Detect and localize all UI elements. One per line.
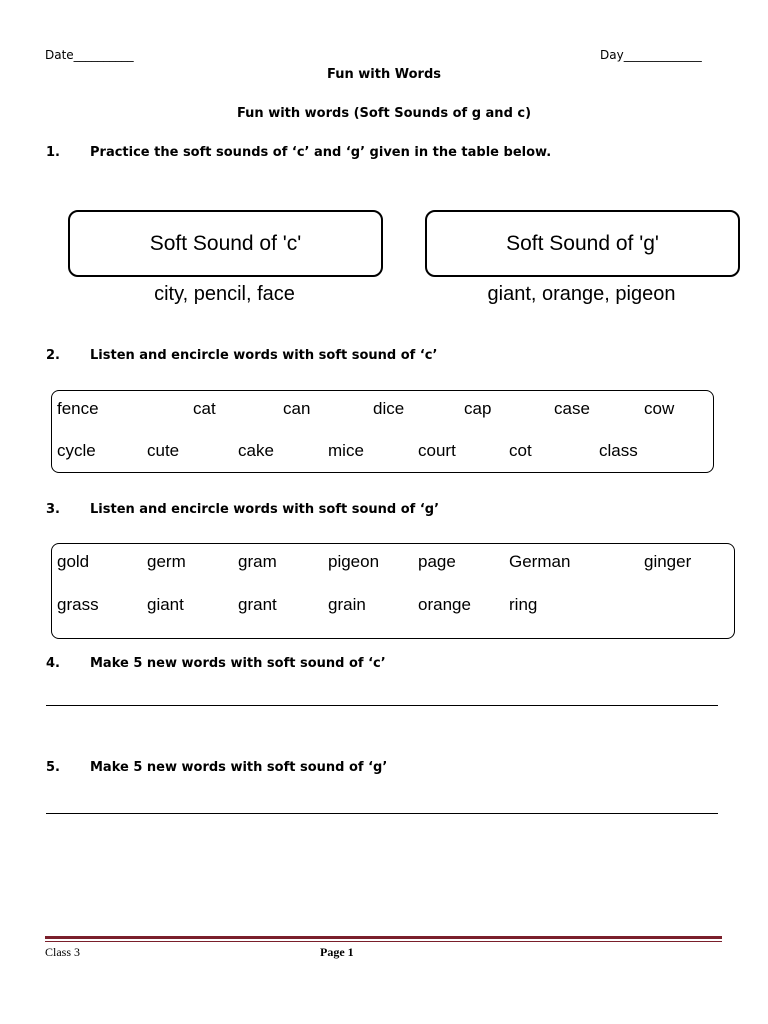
word-c-cute[interactable]: cute — [147, 441, 180, 460]
soft-c-card-title: Soft Sound of 'c' — [149, 231, 302, 255]
question-4-text: Make 5 new words with soft sound of ‘c’ — [90, 656, 386, 671]
page-subtitle: Fun with words (Soft Sounds of g and c) — [236, 106, 532, 121]
word-c-case[interactable]: case — [554, 399, 590, 418]
soft-g-examples: giant, orange, pigeon — [487, 283, 676, 305]
word-g-grain[interactable]: grain — [328, 595, 366, 614]
answer-line-5[interactable] — [46, 813, 718, 814]
word-c-dice[interactable]: dice — [373, 399, 405, 418]
soft-g-card — [425, 210, 740, 277]
word-g-gold[interactable]: gold — [57, 552, 90, 571]
footer-page-label: Page 1 — [320, 945, 354, 959]
word-c-cake[interactable]: cake — [238, 441, 274, 460]
question-2-text: Listen and encircle words with soft sound of ‘c’ — [90, 348, 438, 363]
word-c-cap[interactable]: cap — [464, 399, 492, 418]
question-1-text: Practice the soft sounds of ‘c’ and ‘g’ given in the table below. — [90, 145, 552, 160]
word-g-giant[interactable]: giant — [147, 595, 184, 614]
page-title: Fun with Words — [327, 67, 441, 82]
word-c-court[interactable]: court — [418, 441, 456, 460]
word-g-grant[interactable]: grant — [238, 595, 277, 614]
word-g-germ[interactable]: germ — [147, 552, 186, 571]
question-4-number: 4. — [46, 656, 60, 671]
soft-c-card — [68, 210, 383, 277]
footer-divider-thick — [45, 936, 722, 939]
footer-divider-thin — [45, 941, 722, 942]
word-g-ginger[interactable]: ginger — [644, 552, 692, 571]
footer-class-label: Class 3 — [45, 945, 81, 959]
word-g-grass[interactable]: grass — [57, 595, 99, 614]
word-g-german[interactable]: German — [509, 552, 571, 571]
day-label: Day_____________ — [600, 48, 702, 62]
word-c-cat[interactable]: cat — [193, 399, 216, 418]
question-5-number: 5. — [46, 760, 60, 775]
question-5-text: Make 5 new words with soft sound of ‘g’ — [90, 760, 388, 775]
soft-g-card-title: Soft Sound of 'g' — [506, 231, 659, 255]
answer-line-4[interactable] — [46, 705, 718, 706]
word-c-fence[interactable]: fence — [57, 399, 99, 418]
word-g-gram[interactable]: gram — [238, 552, 277, 571]
word-g-pigeon[interactable]: pigeon — [328, 552, 380, 571]
soft-c-examples: city, pencil, face — [154, 283, 295, 305]
word-c-mice[interactable]: mice — [328, 441, 364, 460]
word-g-ring[interactable]: ring — [509, 595, 538, 614]
question-3-number: 3. — [46, 502, 60, 517]
word-c-can[interactable]: can — [283, 399, 311, 418]
question-3-text: Listen and encircle words with soft sound of ‘g’ — [90, 502, 440, 517]
word-c-cot[interactable]: cot — [509, 441, 532, 460]
question-2-number: 2. — [46, 348, 60, 363]
date-label: Date__________ — [45, 48, 134, 62]
word-g-orange[interactable]: orange — [418, 595, 471, 614]
word-c-class[interactable]: class — [599, 441, 638, 460]
word-c-cow[interactable]: cow — [644, 399, 675, 418]
question-1-number: 1. — [46, 145, 60, 160]
word-g-page[interactable]: page — [418, 552, 456, 571]
word-c-cycle[interactable]: cycle — [57, 441, 96, 460]
